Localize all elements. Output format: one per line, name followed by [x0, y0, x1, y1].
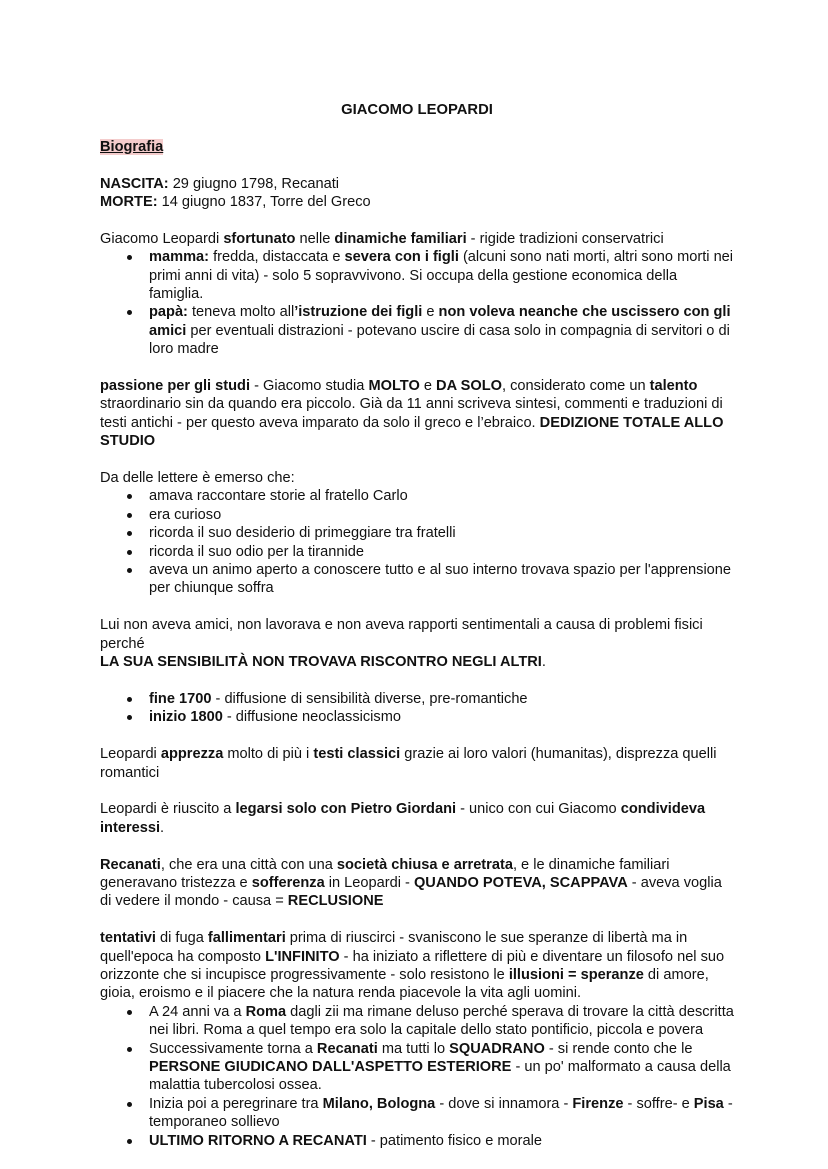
text: A 24 anni va a	[149, 1003, 246, 1020]
text: - dove si innamora -	[435, 1095, 573, 1112]
bold-text: sofferenza	[251, 874, 325, 891]
list-item	[100, 1132, 734, 1150]
bold-text: Pisa	[693, 1095, 724, 1112]
text: , che era una città con una	[160, 856, 337, 873]
bold-text: Recanati	[316, 1040, 378, 1057]
bullet-list	[100, 1003, 734, 1150]
text: - diffusione neoclassicismo	[222, 709, 401, 726]
bold-text: illusioni = speranze	[508, 966, 644, 983]
text: - Giacomo studia	[250, 378, 369, 395]
text: Leopardi	[100, 746, 161, 763]
text: Da delle lettere è emerso che:	[100, 470, 295, 487]
paragraph-line	[100, 616, 734, 653]
bold-text: papà:	[149, 304, 188, 321]
bold-text: condivideva interessi	[100, 801, 706, 836]
bold-text: fine 1700	[149, 690, 212, 707]
bold-text: MOLTO	[368, 378, 420, 395]
bullet-list	[100, 690, 734, 727]
text: straordinario sin da quando era piccolo. Già da 11 anni scriveva sintesi, commenti e traduzioni di testi antichi - per questo aveva imparato da solo il greco e l’ebraico.	[100, 396, 723, 431]
list-item	[100, 1003, 734, 1040]
section-heading-text: Biografia	[100, 138, 164, 155]
bold-text: RECLUSIONE	[287, 893, 384, 910]
text: 29 giugno 1798, Recanati	[168, 175, 340, 192]
paragraph	[100, 929, 734, 1003]
paragraph	[100, 175, 734, 212]
bold-text: sfortunato	[223, 230, 296, 247]
text: ma tutti lo	[377, 1040, 450, 1057]
paragraph	[100, 745, 734, 782]
paragraph-line	[100, 745, 734, 782]
document-body	[100, 175, 734, 1150]
paragraph-line	[100, 800, 734, 837]
text: Lui non aveva amici, non lavorava e non aveva rapporti sentimentali a causa di problemi fisici perché	[100, 617, 703, 652]
text: era curioso	[149, 506, 222, 523]
list-item	[100, 543, 734, 561]
bold-text: società chiusa e arretrata	[336, 856, 513, 873]
text: - aveva voglia di vedere il mondo - causa =	[100, 874, 722, 910]
bold-text: passione per gli studi	[100, 378, 251, 395]
bold-text: testi classici	[313, 746, 401, 763]
text: in Leopardi -	[324, 874, 414, 891]
paragraph	[100, 856, 734, 911]
text: (alcuni sono nati morti, altri sono morti nei primi anni di vita) - solo 5 sopravvivono. Si occupa della gestione economica della famiglia.	[149, 249, 734, 303]
bold-text: NASCITA:	[100, 175, 169, 192]
bold-text: mamma:	[149, 249, 210, 266]
list-item	[100, 487, 734, 505]
text: , considerato come un	[501, 378, 650, 395]
list-item	[100, 561, 734, 598]
bold-text: LA SUA SENSIBILITÀ NON TROVAVA RISCONTRO NEGLI ALTRI	[100, 654, 542, 671]
bold-text: apprezza	[160, 746, 224, 763]
bold-text: Recanati	[100, 856, 161, 873]
bold-text: talento	[649, 378, 698, 395]
text: - soffre- e	[623, 1095, 694, 1112]
list-item	[100, 248, 734, 303]
paragraph-line	[100, 377, 734, 451]
bold-text: legarsi solo con Pietro Giordani	[235, 801, 457, 818]
paragraph-line	[100, 230, 734, 248]
list-item	[100, 1040, 734, 1095]
text: - patimento fisico e morale	[366, 1132, 543, 1149]
paragraph-line	[100, 653, 734, 671]
document-title: GIACOMO LEOPARDI	[341, 102, 493, 118]
text: amava raccontare storie al fratello Carlo	[149, 488, 408, 505]
text: .	[541, 654, 546, 671]
text: e	[422, 304, 439, 321]
list-item	[100, 1095, 734, 1132]
text: teneva molto all	[187, 304, 295, 321]
text: ricorda il suo desiderio di primeggiare tra fratelli	[149, 525, 456, 542]
text: , e le dinamiche familiari generavano tristezza e	[100, 856, 670, 891]
bold-text: dinamiche familiari	[334, 230, 467, 247]
list-item	[100, 524, 734, 542]
text: di fuga	[155, 930, 208, 947]
paragraph-line	[100, 469, 734, 487]
bold-text: Firenze	[572, 1095, 624, 1112]
list-item	[100, 303, 734, 358]
list-item	[100, 708, 734, 726]
text: ricorda il suo odio per la tirannide	[149, 543, 364, 560]
text: Inizia poi a peregrinare tra	[149, 1095, 323, 1112]
bold-text: DA SOLO	[436, 378, 502, 395]
text: 14 giugno 1837, Torre del Greco	[157, 194, 371, 210]
text: .	[160, 819, 165, 836]
text: aveva un animo aperto a conoscere tutto e al suo interno trovava spazio per l'apprensione per chiunque soffra	[149, 562, 732, 597]
text: nelle	[295, 230, 335, 247]
text: - un po' malformato a causa della malattia tubercolosi ossea.	[149, 1058, 731, 1094]
list-item	[100, 690, 734, 708]
bold-text: PERSONE GIUDICANO DALL'ASPETTO ESTERIORE	[149, 1058, 512, 1075]
text: - temporaneo sollievo	[149, 1095, 733, 1131]
bold-text: MORTE:	[100, 194, 158, 210]
bold-text: DEDIZIONE TOTALE ALLO STUDIO	[100, 414, 724, 450]
bold-text: Milano, Bologna	[322, 1095, 436, 1112]
bold-text: non voleva neanche che uscissero con gli amici	[149, 304, 731, 339]
bold-text: inizio 1800	[149, 709, 223, 726]
paragraph	[100, 469, 734, 487]
text: molto di più i	[223, 746, 314, 763]
text: - unico con cui Giacomo	[456, 801, 621, 818]
bold-text: SQUADRANO	[449, 1040, 545, 1057]
bullet-list	[100, 487, 734, 597]
text: prima di riuscirci - svaniscono le sue speranze di libertà ma in quell'epoca ha composto	[100, 930, 688, 965]
paragraph	[100, 616, 734, 671]
paragraph	[100, 230, 734, 248]
paragraph-line	[100, 929, 734, 1003]
bold-text: severa con i figli	[344, 249, 459, 266]
text: Successivamente torna a	[149, 1040, 317, 1057]
text: grazie ai loro valori (humanitas), disprezza quelli romantici	[100, 746, 717, 781]
text: dagli zii ma rimane deluso perché sperava di trovare la città descritta nei libri. Roma a quel tempo era solo la capitale dello stato pontificio, piccola e povera	[149, 1003, 734, 1039]
paragraph-line	[100, 175, 734, 193]
text: - si rende conto che le	[544, 1040, 693, 1057]
bold-text: ’istruzione dei figli	[294, 304, 423, 321]
section-heading	[100, 138, 734, 156]
paragraph-line	[100, 856, 734, 911]
bullet-list	[100, 248, 734, 358]
text: Giacomo Leopardi	[100, 230, 224, 247]
bold-text: tentativi	[100, 930, 156, 947]
list-item	[100, 506, 734, 524]
bold-text: fallimentari	[207, 930, 286, 947]
paragraph	[100, 800, 734, 837]
text: fredda, distaccata e	[209, 249, 345, 266]
text: e	[419, 378, 437, 395]
bold-text: ULTIMO RITORNO A RECANATI	[149, 1132, 367, 1149]
text: - rigide tradizioni conservatrici	[466, 230, 664, 247]
bold-text: Roma	[245, 1003, 287, 1020]
bold-text: QUANDO POTEVA, SCAPPAVA	[413, 874, 628, 891]
paragraph	[100, 377, 734, 451]
bold-text: L'INFINITO	[265, 948, 340, 965]
text: - diffusione di sensibilità diverse, pre-romantiche	[211, 690, 528, 707]
text: - ha iniziato a riflettere di più e diventare un filosofo nel suo orizzonte che si incupisce progressivamente - solo resistono le	[100, 948, 725, 983]
text: di amore, gioia, eroismo e il piacere che la natura renda piacevole la vita agli uomini.	[100, 966, 709, 1002]
text: Leopardi è riuscito a	[100, 801, 236, 818]
paragraph-line	[100, 193, 734, 211]
text: per eventuali distrazioni - potevano uscire di casa solo in compagnia di servitori o di loro madre	[149, 322, 730, 358]
document-page	[100, 101, 734, 1168]
